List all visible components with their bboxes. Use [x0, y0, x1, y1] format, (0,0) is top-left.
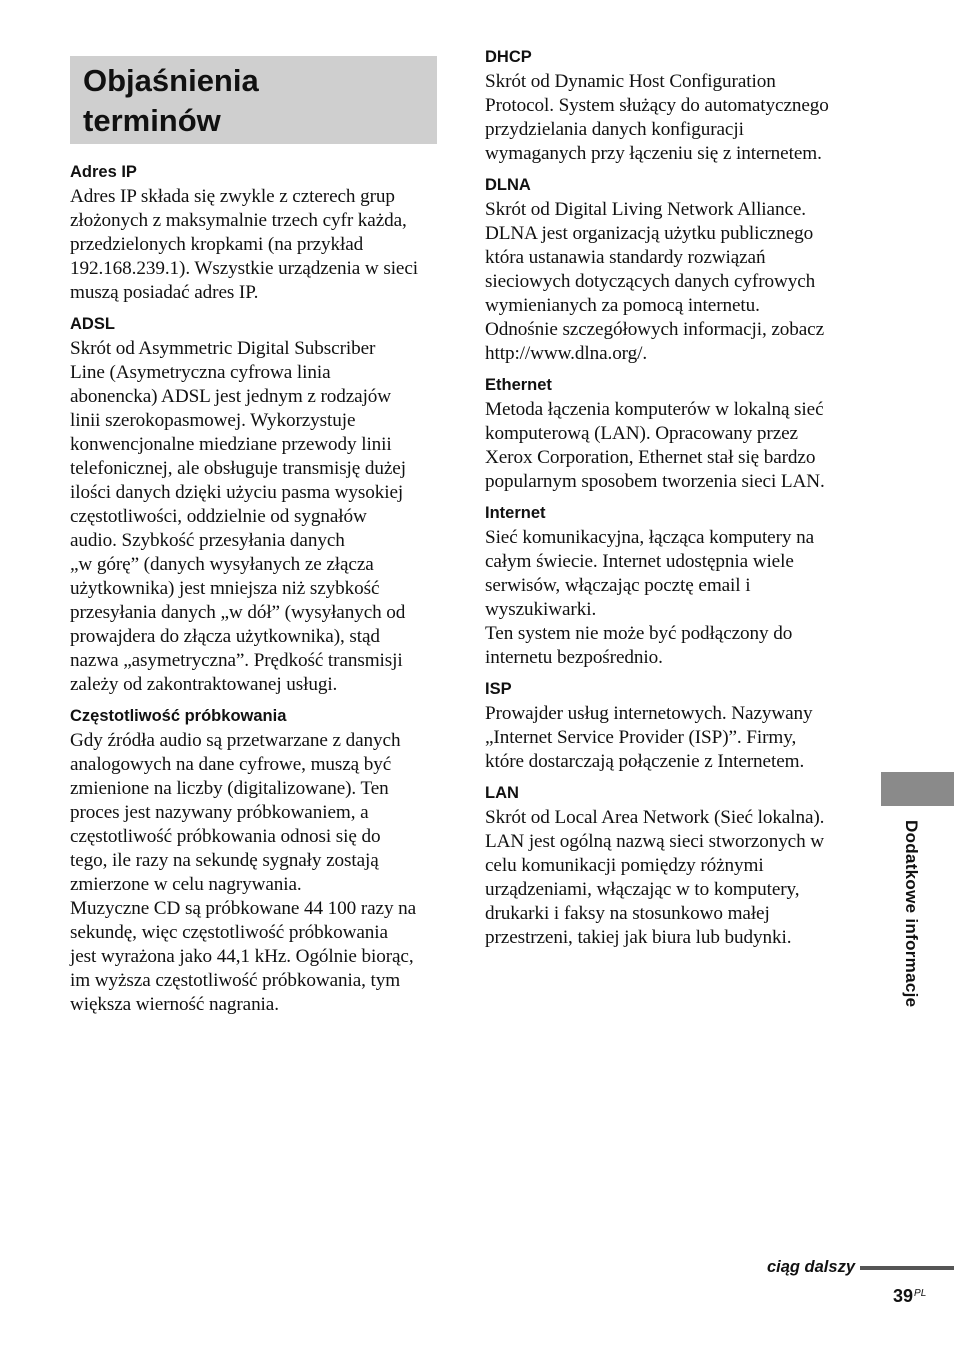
term-dhcp [485, 47, 860, 166]
right-column [485, 47, 860, 959]
section-tab [881, 772, 954, 806]
term-adres-ip [70, 162, 442, 305]
term-definition: Skrót od Digital Living Network Alliance. DLNA jest organizacją użytku publicznego która ustanawia standardy rozwiązań sieciowych dotyczących danych cyfrowych wymienianych za pomocą internetu. Odnośnie szczegółowych informacji, zobacz http://www.dlna.org/. [485, 199, 825, 364]
term-dlna [485, 175, 860, 366]
term-internet [485, 503, 860, 670]
term-definition: Skrót od Asymmetric Digital Subscriber Line (Asymetryczna cyfrowa linia abonencka) ADSL jest jednym z rodzajów linii szerokopasmowej. Wykorzystuje konwencjonalne miedziane przewody linii telefonicznej, ale obsługuje transmisję dużej ilości danych dzięki użyciu pasma wysokiej częstotliwości, oddzielnie od sygnałów audio. Szybkość przesyłania danych „w górę” (danych wysyłanych ze złącza użytkownika) jest mniejsza niż szybkość przesyłania danych „w dół” (wysyłanych od prowajdera do złącza użytkownika), stąd nazwa „asymetryczna”. Prędkość transmisji zależy od zakontraktowanej usługi. [70, 338, 406, 695]
title-box [70, 56, 437, 144]
term-lan [485, 783, 860, 950]
term-heading: DLNA [485, 176, 531, 194]
page-number-suffix: PL [914, 1288, 927, 1299]
section-tab-label: Dodatkowe informacje [902, 820, 921, 1008]
term-heading: Ethernet [485, 376, 552, 394]
term-heading: Adres IP [70, 163, 137, 181]
term-ethernet [485, 375, 860, 494]
term-heading: LAN [485, 784, 519, 802]
term-definition: Skrót od Dynamic Host Configuration Protocol. System służący do automatycznego przydzielania danych konfiguracji wymaganych przy łączeniu się z internetem. [485, 71, 829, 164]
term-heading: ISP [485, 680, 512, 698]
page-number [893, 1283, 926, 1307]
term-isp [485, 679, 860, 774]
term-czestotliwosc-probkowania [70, 706, 442, 1017]
term-adsl [70, 314, 442, 697]
term-definition: Skrót od Local Area Network (Sieć lokalna). LAN jest ogólną nazwą sieci stworzonych w celu komunikacji pomiędzy różnymi urządzeniami, włączając w to komputery, drukarki i faksy na stosunkowo małej przestrzeni, takiej jak biura lub budynki. [485, 807, 825, 948]
term-heading: DHCP [485, 48, 532, 66]
left-column [70, 162, 442, 1026]
continued-rule [860, 1266, 954, 1270]
term-heading: Internet [485, 504, 546, 522]
page-number-value: 39 [893, 1286, 914, 1306]
term-definition: Prowajder usług internetowych. Nazywany „Internet Service Provider (ISP)”. Firmy, które dostarczają połączenie z Internetem. [485, 703, 813, 772]
term-definition: Adres IP składa się zwykle z czterech grup złożonych z maksymalnie trzech cyfr każda, przedzielonych kropkami (na przykład 192.168.239.1). Wszystkie urządzenia w sieci muszą posiadać adres IP. [70, 186, 418, 303]
page-title: Objaśnienia terminów [83, 63, 259, 138]
term-heading: Częstotliwość próbkowania [70, 707, 287, 725]
term-heading: ADSL [70, 315, 115, 333]
term-definition: Metoda łączenia komputerów w lokalną sieć komputerową (LAN). Opracowany przez Xerox Corporation, Ethernet stał się bardzo popularnym sposobem tworzenia sieci LAN. [485, 399, 825, 492]
term-definition: Gdy źródła audio są przetwarzane z danych analogowych na dane cyfrowe, muszą być zmienione na liczby (digitalizowane). Ten proces jest nazywany próbkowaniem, a częstotliwość próbkowania odnosi się do tego, ile razy na sekundę sygnały zostają zmierzone w celu nagrywania. Muzyczne CD są próbkowane 44 100 razy na sekundę, więc częstotliwość próbkowania jest wyrażona jako 44,1 kHz. Ogólnie biorąc, im wyższa częstotliwość próbkowania, tym większa wierność nagrania. [70, 730, 417, 1015]
continued-label: ciąg dalszy [766, 1258, 855, 1276]
term-definition: Sieć komunikacyjna, łącząca komputery na całym świecie. Internet udostępnia wiele serwisów, włączając pocztę email i wyszukiwarki. Ten system nie może być podłączony do internetu bezpośrednio. [485, 527, 814, 668]
